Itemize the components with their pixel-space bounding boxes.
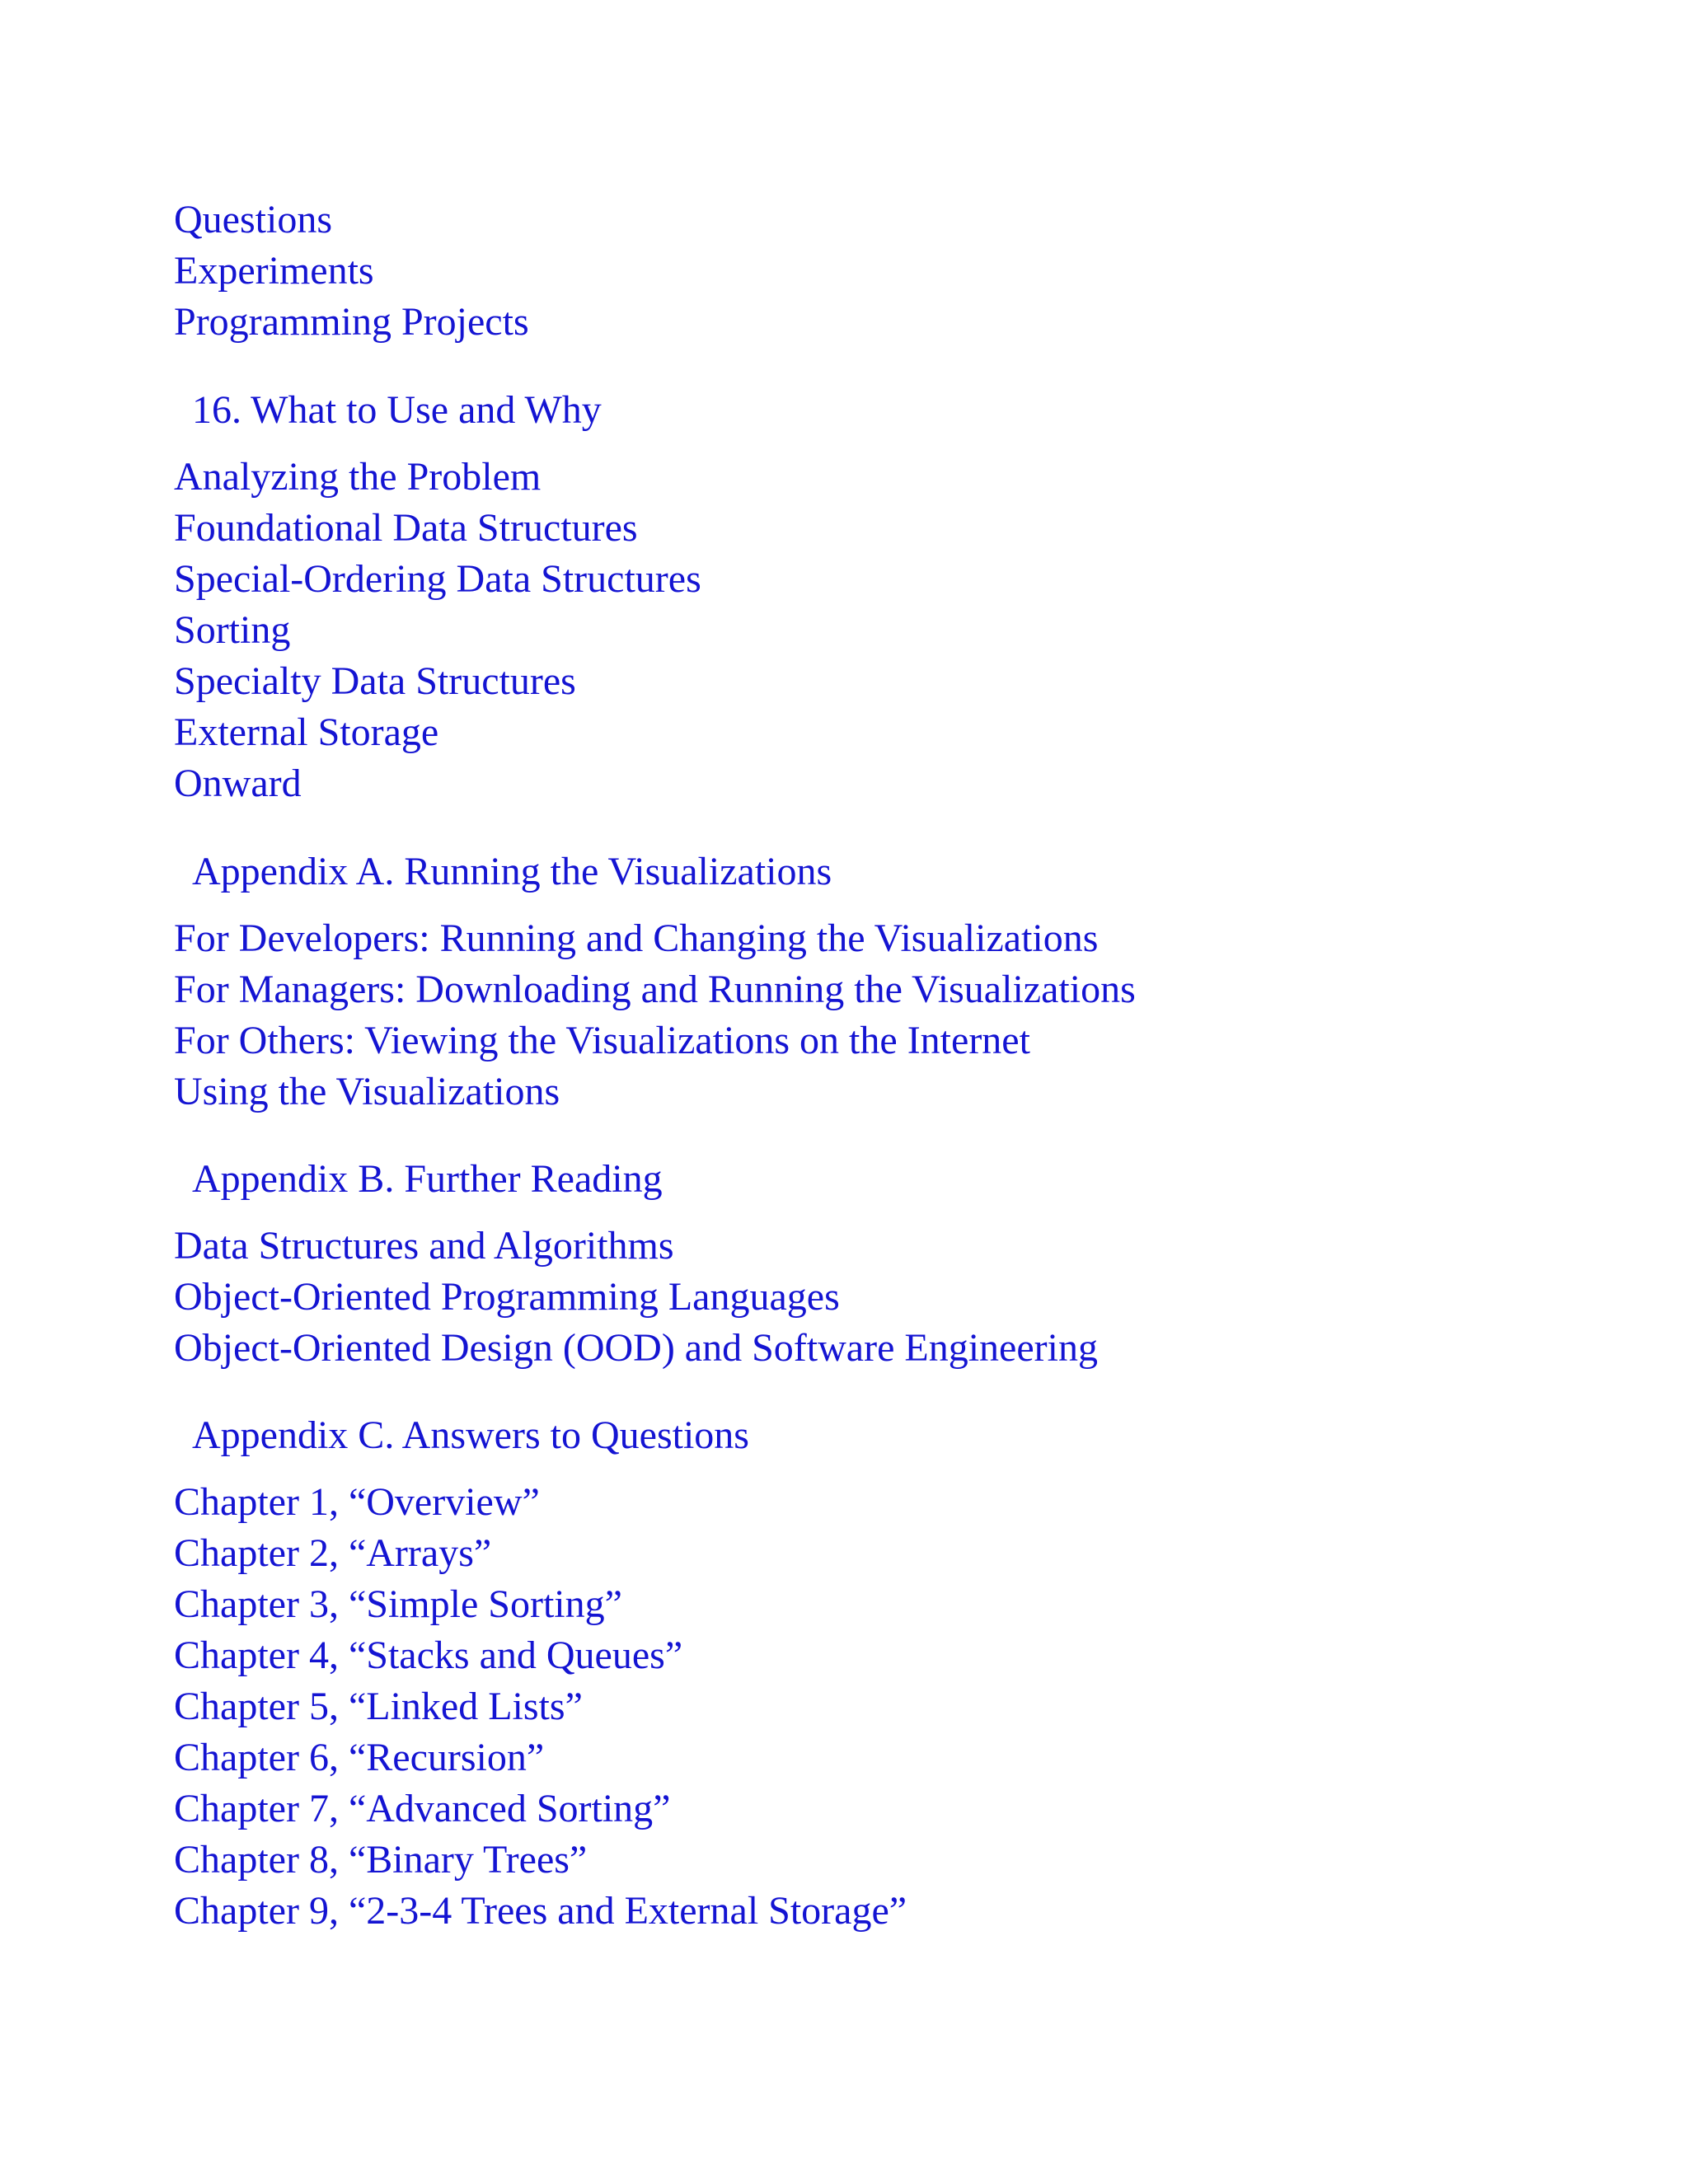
- toc-entry-experiments[interactable]: Experiments: [174, 249, 374, 293]
- toc-entry-chapter-6[interactable]: Chapter 6, “Recursion”: [174, 1736, 545, 1779]
- toc-group-appendix-a: [192, 846, 832, 898]
- toc-group-appendix-b: [192, 1154, 663, 1205]
- toc-entry-specialty-data-structures[interactable]: Specialty Data Structures: [174, 659, 576, 703]
- toc-entry-external-storage[interactable]: External Storage: [174, 710, 439, 754]
- toc-entry-analyzing-the-problem[interactable]: Analyzing the Problem: [174, 455, 542, 499]
- toc-entry-oop-languages[interactable]: Object-Oriented Programming Languages: [174, 1275, 840, 1319]
- toc-entry-data-structures-and-algorithms[interactable]: Data Structures and Algorithms: [174, 1224, 674, 1268]
- toc-entry-special-ordering-data-structures[interactable]: Special-Ordering Data Structures: [174, 557, 701, 601]
- toc-entry-chapter-8[interactable]: Chapter 8, “Binary Trees”: [174, 1838, 588, 1882]
- toc-entry-foundational-data-structures[interactable]: Foundational Data Structures: [174, 506, 638, 550]
- toc-group-appendix-c-items: [174, 1477, 907, 1937]
- toc-entry-chapter-3[interactable]: Chapter 3, “Simple Sorting”: [174, 1582, 622, 1626]
- toc-page: [174, 0, 1688, 2184]
- toc-entry-chapter-2[interactable]: Chapter 2, “Arrays”: [174, 1531, 492, 1575]
- toc-entry-chapter-1[interactable]: Chapter 1, “Overview”: [174, 1480, 540, 1524]
- toc-entry-programming-projects[interactable]: Programming Projects: [174, 300, 529, 344]
- toc-entry-sorting[interactable]: Sorting: [174, 608, 291, 652]
- toc-heading-appendix-b[interactable]: Appendix B. Further Reading: [192, 1157, 663, 1201]
- toc-entry-for-developers[interactable]: For Developers: Running and Changing the Visualizations: [174, 916, 1099, 960]
- toc-group-appendix-c: [192, 1410, 749, 1461]
- toc-group-exercises: [174, 194, 529, 348]
- toc-group-chapter-16-items: [174, 452, 701, 809]
- toc-heading-appendix-a[interactable]: Appendix A. Running the Visualizations: [192, 850, 832, 893]
- toc-entry-chapter-4[interactable]: Chapter 4, “Stacks and Queues”: [174, 1633, 683, 1677]
- toc-entry-chapter-7[interactable]: Chapter 7, “Advanced Sorting”: [174, 1787, 671, 1830]
- toc-heading-chapter-16[interactable]: 16. What to Use and Why: [192, 388, 602, 432]
- toc-entry-chapter-9[interactable]: Chapter 9, “2-3-4 Trees and External Storage”: [174, 1889, 907, 1933]
- toc-group-appendix-a-items: [174, 913, 1136, 1118]
- toc-entry-using-the-visualizations[interactable]: Using the Visualizations: [174, 1070, 560, 1113]
- toc-entry-chapter-5[interactable]: Chapter 5, “Linked Lists”: [174, 1685, 583, 1728]
- toc-entry-for-managers[interactable]: For Managers: Downloading and Running the Visualizations: [174, 968, 1136, 1011]
- toc-group-appendix-b-items: [174, 1221, 1098, 1374]
- toc-entry-onward[interactable]: Onward: [174, 762, 302, 805]
- toc-group-chapter-16: [192, 385, 602, 436]
- toc-entry-questions[interactable]: Questions: [174, 198, 332, 241]
- toc-entry-for-others[interactable]: For Others: Viewing the Visualizations on the Internet: [174, 1019, 1030, 1062]
- toc-heading-appendix-c[interactable]: Appendix C. Answers to Questions: [192, 1413, 749, 1457]
- toc-entry-ood-and-software-engineering[interactable]: Object-Oriented Design (OOD) and Software Engineering: [174, 1326, 1098, 1370]
